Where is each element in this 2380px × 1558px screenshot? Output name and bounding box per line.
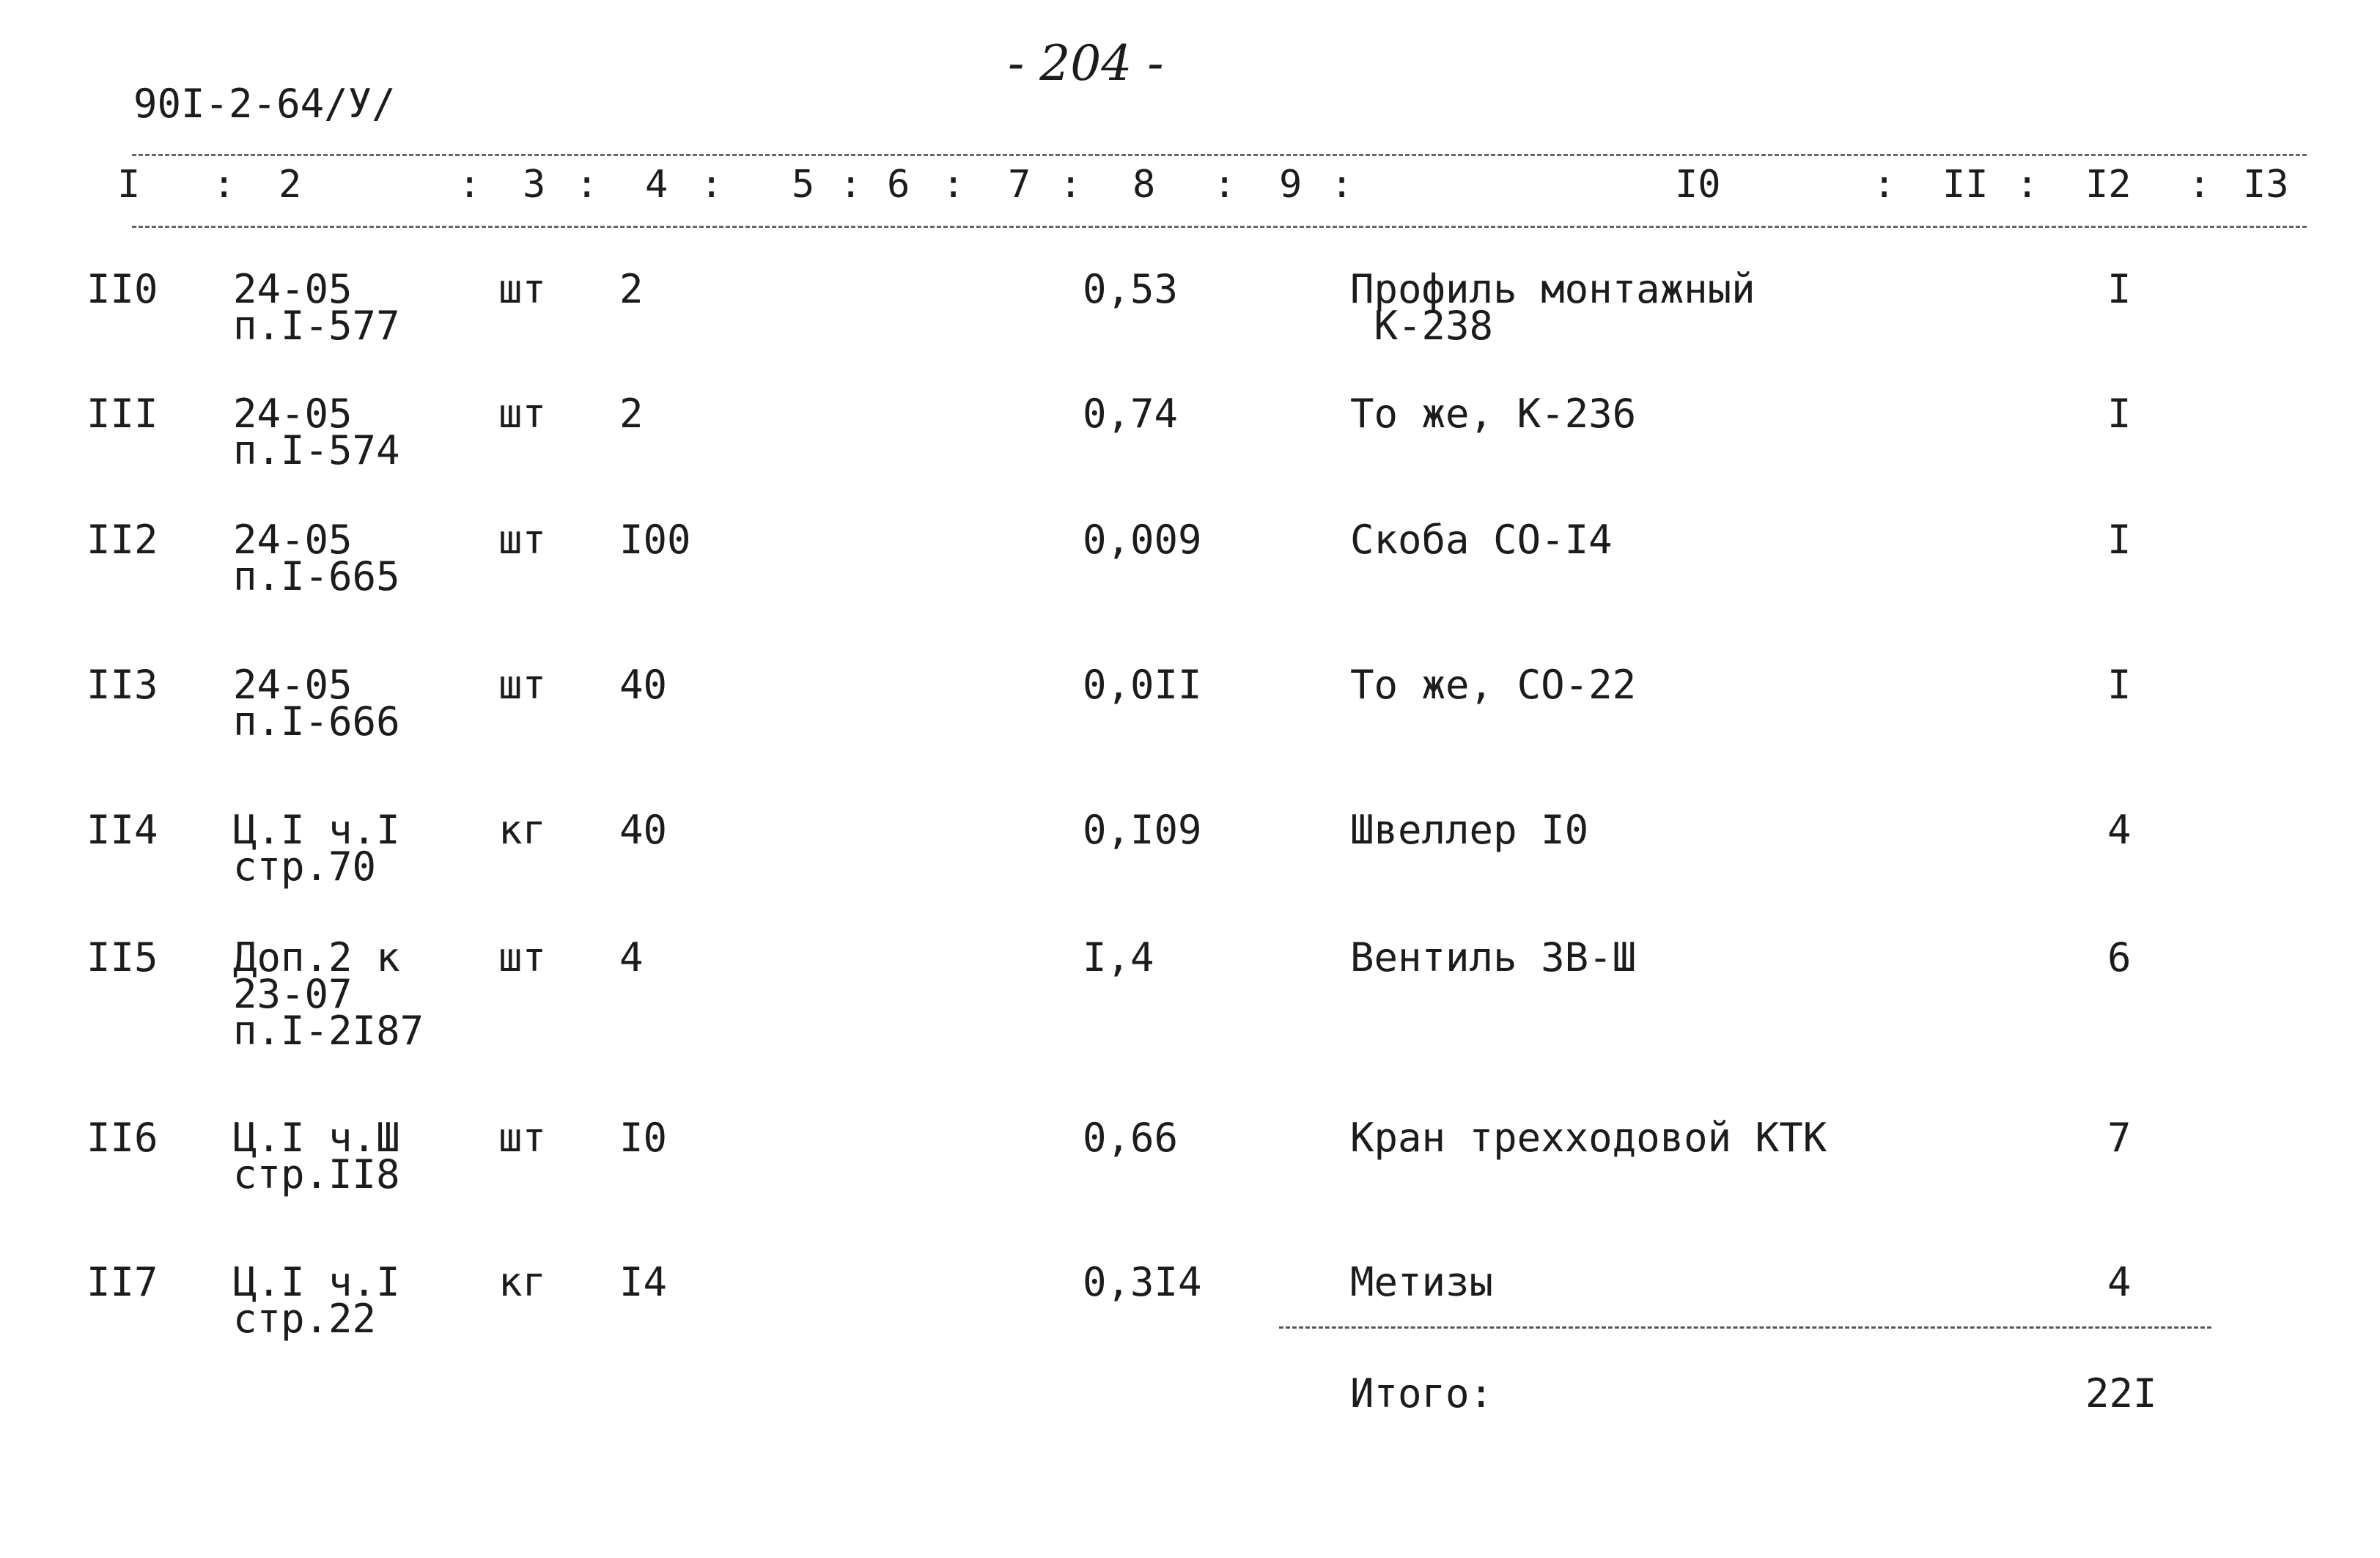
col-sep: : [1213,163,1237,207]
row-name: То же, К-236 [1350,391,1637,437]
row-unit: шт [498,934,547,981]
row-unit: шт [498,517,547,563]
col-header-8: 8 [1132,163,1156,207]
col-header-1: I [117,163,141,207]
row-quantity: I0 [619,1115,668,1161]
row-count: 4 [2107,807,2132,853]
header-rule-bottom [132,226,2307,228]
col-sep: : [1330,163,1354,207]
row-quantity: 4 [619,934,644,981]
row-number: II0 [86,266,158,312]
row-name: Швеллер I0 [1350,807,1589,853]
col-sep: : [1873,163,1896,207]
total-value: 22I [2085,1370,2157,1417]
col-header-10: I0 [1675,163,1721,207]
row-reference: Ц.I ч.I стр.70 [233,807,400,890]
row-quantity: I4 [619,1259,668,1305]
col-header-13: I3 [2243,163,2289,207]
row-name: Вентиль 3В-Ш [1350,934,1637,981]
row-unit: шт [498,266,547,312]
col-header-2: 2 [279,163,302,207]
col-sep: : [1059,163,1083,207]
row-mass: 0,I09 [1083,807,1202,853]
row-mass: 0,74 [1083,391,1179,437]
row-name: То же, СО-22 [1350,662,1637,708]
row-number: II2 [86,517,158,563]
row-number: II7 [86,1259,158,1305]
col-sep: : [2188,163,2211,207]
col-sep: : [213,163,236,207]
row-mass: 0,3I4 [1083,1259,1202,1305]
row-mass: I,4 [1083,934,1154,981]
row-reference: Доп.2 к 23-07 п.I-2I87 [233,934,424,1054]
row-count: I [2107,662,2132,708]
row-unit: кг [498,807,547,853]
row-count: 4 [2107,1259,2132,1305]
row-quantity: 2 [619,266,644,312]
page-number-text: - 204 - [1008,35,1164,92]
row-unit: шт [498,391,547,437]
col-header-4: 4 [645,163,668,207]
sheet-code: 90I-2-64/У/ [133,81,396,127]
row-mass: 0,53 [1083,266,1179,312]
col-header-11: II [1942,163,1989,207]
row-mass: 0,66 [1083,1115,1179,1161]
row-reference: Ц.I ч.I стр.22 [233,1259,400,1342]
row-quantity: 2 [619,391,644,437]
col-header-7: 7 [1008,163,1031,207]
col-sep: : [700,163,723,207]
total-rule [1279,1326,2211,1329]
col-sep: : [2016,163,2039,207]
row-count: I [2107,517,2132,563]
col-sep: : [458,163,482,207]
row-count: I [2107,266,2132,312]
total-label: Итого: [1350,1370,1494,1417]
col-sep: : [942,163,965,207]
col-header-5: 5 [792,163,815,207]
row-quantity: 40 [619,662,668,708]
row-number: III [86,391,158,437]
row-number: II3 [86,662,158,708]
col-sep: : [575,163,599,207]
col-header-6: 6 [887,163,910,207]
row-count: 6 [2107,934,2132,981]
row-reference: 24-05 п.I-577 [233,266,400,349]
row-reference: 24-05 п.I-666 [233,662,400,745]
row-count: I [2107,391,2132,437]
row-name: Кран трехходовой КТК [1350,1115,1827,1161]
col-header-12: I2 [2085,163,2132,207]
row-number: II5 [86,934,158,981]
row-reference: 24-05 п.I-665 [233,517,400,599]
col-header-3: 3 [523,163,546,207]
col-header-9: 9 [1279,163,1303,207]
row-unit: кг [498,1259,547,1305]
row-quantity: 40 [619,807,668,853]
row-name: Профиль монтажный К-238 [1350,266,1755,349]
row-quantity: I00 [619,517,691,563]
row-unit: шт [498,662,547,708]
col-sep: : [839,163,863,207]
row-number: II6 [86,1115,158,1161]
page-number [1008,35,1164,92]
row-reference: 24-05 п.I-574 [233,391,400,473]
row-mass: 0,0II [1083,662,1202,708]
row-unit: шт [498,1115,547,1161]
row-name: Метизы [1350,1259,1494,1305]
row-reference: Ц.I ч.Ш стр.II8 [233,1115,400,1197]
row-name: Скоба СО-I4 [1350,517,1613,563]
row-number: II4 [86,807,158,853]
column-header-row [0,155,2380,221]
row-count: 7 [2107,1115,2132,1161]
row-mass: 0,009 [1083,517,1202,563]
